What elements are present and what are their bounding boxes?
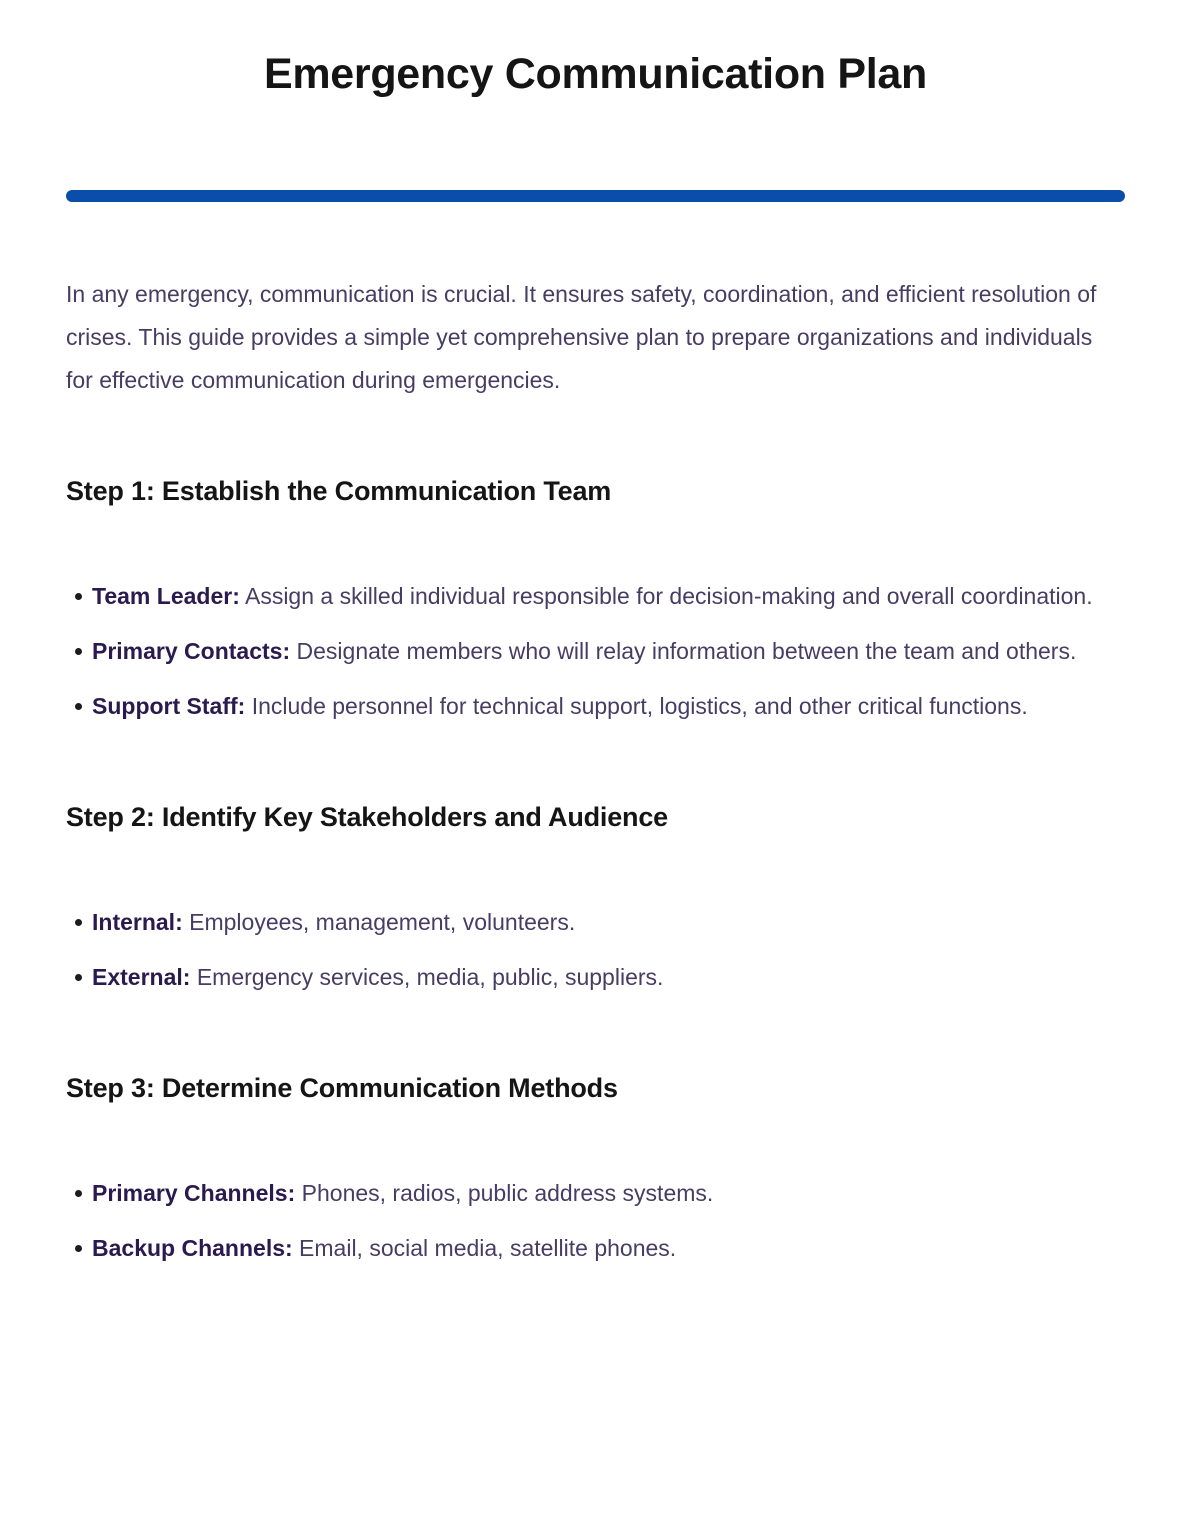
- item-label: Primary Channels:: [92, 1180, 296, 1206]
- item-text: Email, social media, satellite phones.: [299, 1235, 677, 1261]
- step-3-heading: Step 3: Determine Communication Methods: [66, 1073, 618, 1103]
- list-item: [66, 956, 1125, 999]
- step-2-heading: Step 2: Identify Key Stakeholders and Audience: [66, 802, 668, 832]
- item-label: Backup Channels:: [92, 1235, 293, 1261]
- intro-paragraph: In any emergency, communication is crucial. It ensures safety, coordination, and efficient resolution of crises. This guide provides a simple yet comprehensive plan to prepare organizations and individuals for effective communication during emergencies.: [66, 281, 1097, 393]
- step-1-list: [66, 575, 1125, 728]
- item-text: Emergency services, media, public, suppliers.: [196, 964, 664, 990]
- item-label: Primary Contacts:: [92, 638, 291, 664]
- step-3-list: [66, 1172, 1125, 1270]
- item-text: Include personnel for technical support, logistics, and other critical functions.: [251, 693, 1028, 719]
- list-item: [66, 575, 1125, 618]
- list-item: [66, 685, 1125, 728]
- item-text: Employees, management, volunteers.: [189, 909, 576, 935]
- item-label: Team Leader:: [92, 583, 240, 609]
- item-text: Assign a skilled individual responsible for decision-making and overall coordination.: [244, 583, 1093, 609]
- document-page: [0, 48, 1200, 1310]
- page-title: Emergency Communication Plan: [263, 50, 928, 98]
- list-item: [66, 630, 1125, 673]
- list-item: [66, 1172, 1125, 1215]
- list-item: [66, 901, 1125, 944]
- item-text: Designate members who will relay information between the team and others.: [296, 638, 1077, 664]
- item-label: Internal:: [92, 909, 183, 935]
- item-label: External:: [92, 964, 191, 990]
- title-divider: [66, 190, 1125, 202]
- step-2-list: [66, 901, 1125, 999]
- list-item: [66, 1227, 1125, 1270]
- step-1-heading: Step 1: Establish the Communication Team: [66, 476, 612, 506]
- item-label: Support Staff:: [92, 693, 246, 719]
- item-text: Phones, radios, public address systems.: [301, 1180, 714, 1206]
